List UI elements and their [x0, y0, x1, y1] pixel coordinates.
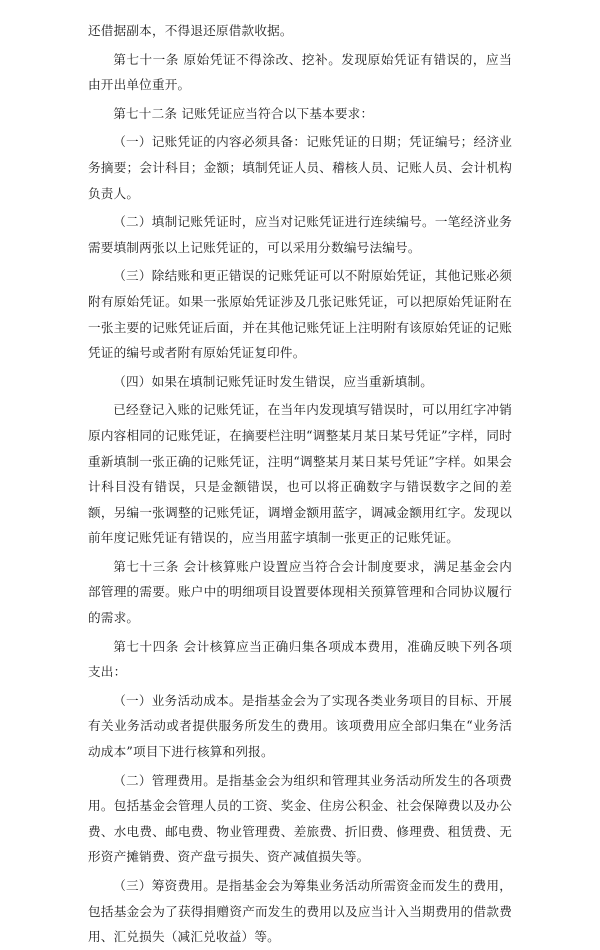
article-74-item-2: （二）管理费用。是指基金会为组织和管理其业务活动所发生的各项费用。包括基金会管理人员的工资、奖金、住房公积金、社会保障费以及办公费、水电费、邮电费、物业管理费、差旅费、折旧费、修理费、租赁费、无形资产摊销费、资产盘亏损失、资产减值损失等。	[88, 772, 512, 865]
article-72-item-3: （三）除结账和更正错误的记账凭证可以不附原始凭证，其他记账必须附有原始凭证。如果一张原始凭证涉及几张记账凭证，可以把原始凭证附在一张主要的记账凭证后面，并在其他记账凭证上注明附有该原始凭证的记账凭证的编号或者附有原始凭证复印件。	[88, 268, 512, 361]
article-72-item-1: （一）记账凭证的内容必须具备：记账凭证的日期；凭证编号；经济业务摘要；会计科目；金额；填制凭证人员、稽核人员、记账人员、会计机构负责人。	[88, 134, 512, 201]
article-72-item-4: （四）如果在填制记账凭证时发生错误，应当重新填制。	[113, 373, 434, 389]
article-72-item-2: （二）填制记账凭证时，应当对记账凭证进行连续编号。一笔经济业务需要填制两张以上记账凭证的，可以采用分数编号法编号。	[88, 214, 512, 255]
article-71: 第七十一条 原始凭证不得涂改、挖补。发现原始凭证有错误的，应当由开出单位重开。	[88, 51, 512, 93]
article-72: 第七十二条 记账凭证应当符合以下基本要求：	[113, 105, 374, 121]
paragraph-continuation: 还借据副本，不得退还原借款收据。	[88, 23, 293, 38]
article-74: 第七十四条 会计核算应当正确归集各项成本费用，准确反映下列各项支出：	[88, 638, 512, 680]
article-73: 第七十三条 会计核算账户设置应当符合会计制度要求，满足基金会内部管理的需要。账户中的明细项目设置要体现相关预算管理和合同协议履行的需求。	[88, 558, 512, 626]
article-74-item-3: （三）筹资费用。是指基金会为筹集业务活动所需资金而发生的费用，包括基金会为了获得捐赠资产而发生的费用以及应当计入当期费用的借款费用、汇兑损失（减汇兑收益）等。	[88, 878, 512, 945]
article-74-item-1: （一）业务活动成本。是指基金会为了实现各类业务项目的目标、开展有关业务活动或者提供服务所发生的费用。该项费用应全部归集在“业务活动成本”项目下进行核算和列报。	[88, 692, 512, 760]
correction-paragraph: 已经登记入账的记账凭证，在当年内发现填写错误时，可以用红字冲销原内容相同的记账凭证，在摘要栏注明“调整某月某日某号凭证”字样，同时重新填制一张正确的记账凭证，注明“调整某月某日某号凭证”字样。如果会计科目没有错误，只是金额错误，也可以将正确数字与错误数字之间的差额，另编一张调整的记账凭证，调增金额用蓝字，调减金额用红字。发现以前年度记账凭证有错误的，应当用蓝字填制一张更正的记账凭证。	[88, 402, 512, 546]
